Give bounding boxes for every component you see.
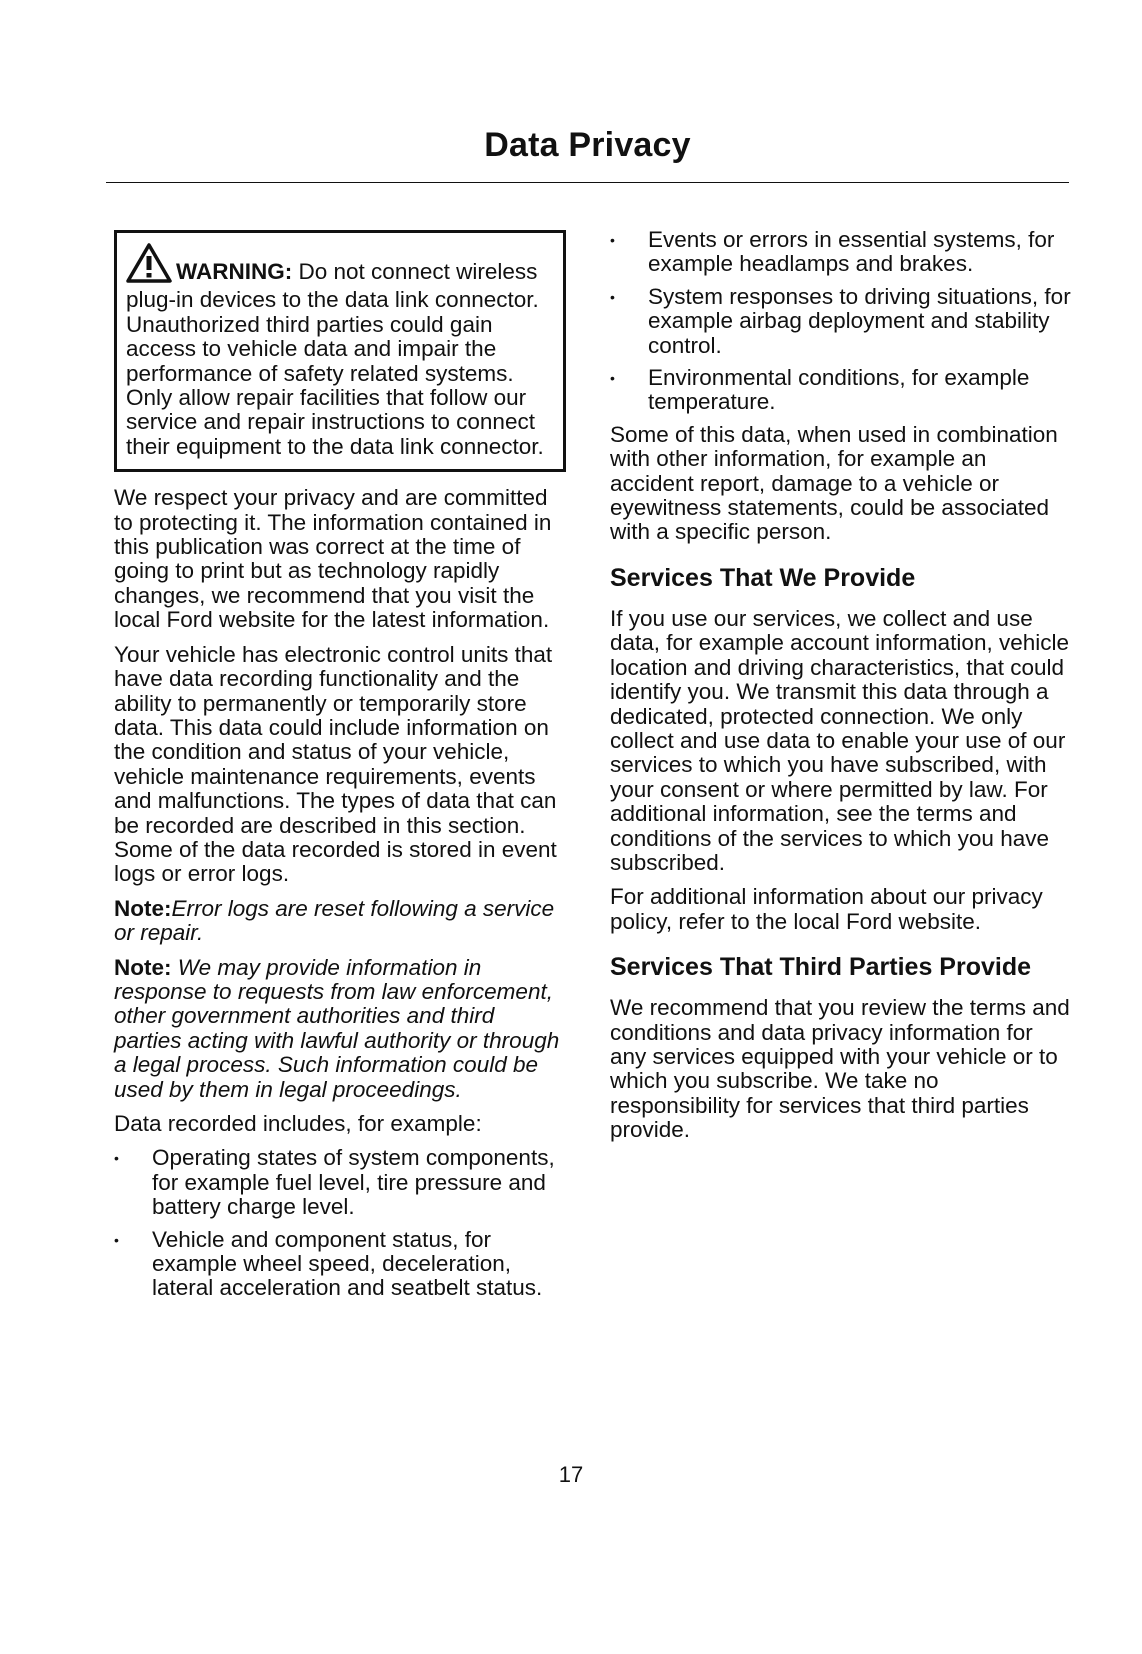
paragraph-services-data: If you use our services, we collect and use data, for example account information, vehicle location and driving characteristics, that could identify you. We transmit this data through a dedicated, protected connection. We only collect and use data to enable your use of our services to which you have subscribed, with your consent or where permitted by law. For additional information, see the terms and conditions of the services to which you have subscribed. [610, 605, 1069, 875]
warning-label: WARNING: [176, 259, 293, 284]
note-law-enforcement [114, 956, 566, 1102]
list-item: • Vehicle and component status, for example wheel speed, deceleration, lateral acceleration and seatbelt status. [114, 1228, 566, 1301]
warning-box [114, 230, 566, 472]
list-item: • Events or errors in essential systems, for example headlamps and brakes. [610, 228, 1072, 277]
list-item: • System responses to driving situations, for example airbag deployment and stability control. [610, 285, 1072, 358]
note-error-logs [114, 897, 566, 946]
section-heading-services-we-provide: Services That We Provide [610, 563, 916, 592]
note-label: Note: [114, 895, 172, 921]
left-column [114, 230, 566, 1309]
note-text: We may provide information in response to requests from law enforcement, other government authorities and third parties acting with lawful authority or through a legal process. Such information could be used by them in legal proceedings. [114, 954, 560, 1102]
paragraph-data-recorded-intro: Data recorded includes, for example: [114, 1111, 482, 1136]
paragraph-privacy-policy: For additional information about our privacy policy, refer to the local Ford website. [610, 884, 1043, 934]
paragraph-personal-association: Some of this data, when used in combination with other information, for example an accident report, damage to a vehicle or eyewitness statements, could be associated with a specific person. [610, 421, 1058, 545]
paragraph-third-party-terms: We recommend that you review the terms and conditions and data privacy information for any services equipped with your vehicle or to which you subscribe. We take no responsibility for services that third parties provide. [610, 995, 1070, 1143]
paragraph-privacy-commitment: We respect your privacy and are committed to protecting it. The information contained in this publication was correct at the time of going to print but as technology rapidly changes, we recommend that you visit the local Ford website for the latest information. [114, 485, 552, 633]
note-text: Error logs are reset following a service or repair. [114, 895, 555, 946]
note-label: Note: [114, 954, 172, 980]
paragraph-data-recording: Your vehicle has electronic control units that have data recording functionality and the ability to permanently or temporarily store data. This data could include information on the condition and status of your vehicle, vehicle maintenance requirements, events and malfunctions. The types of data that can be recorded are described in this section. Some of the data recorded is stored in event logs or error logs. [114, 641, 557, 887]
header-rule [106, 182, 1069, 183]
list-item: • Environmental conditions, for example temperature. [610, 366, 1072, 415]
right-column [610, 228, 1072, 1153]
recorded-data-list [114, 1146, 566, 1300]
page-number: 17 [558, 1462, 584, 1487]
recorded-data-list-continued [610, 228, 1072, 415]
page-title: Data Privacy [484, 126, 691, 164]
warning-text: Do not connect wireless plug-in devices to the data link connector. Unauthorized third parties could gain access to vehicle data and impair the performance of safety related systems. Only allow repair facilities that follow our service and repair instructions to connect their equipment to the data link connector. [126, 259, 544, 459]
section-heading-third-party-services: Services That Third Parties Provide [610, 953, 1031, 982]
warning-triangle-icon [126, 243, 172, 288]
list-item: • Operating states of system components, for example fuel level, tire pressure and battery charge level. [114, 1146, 566, 1219]
